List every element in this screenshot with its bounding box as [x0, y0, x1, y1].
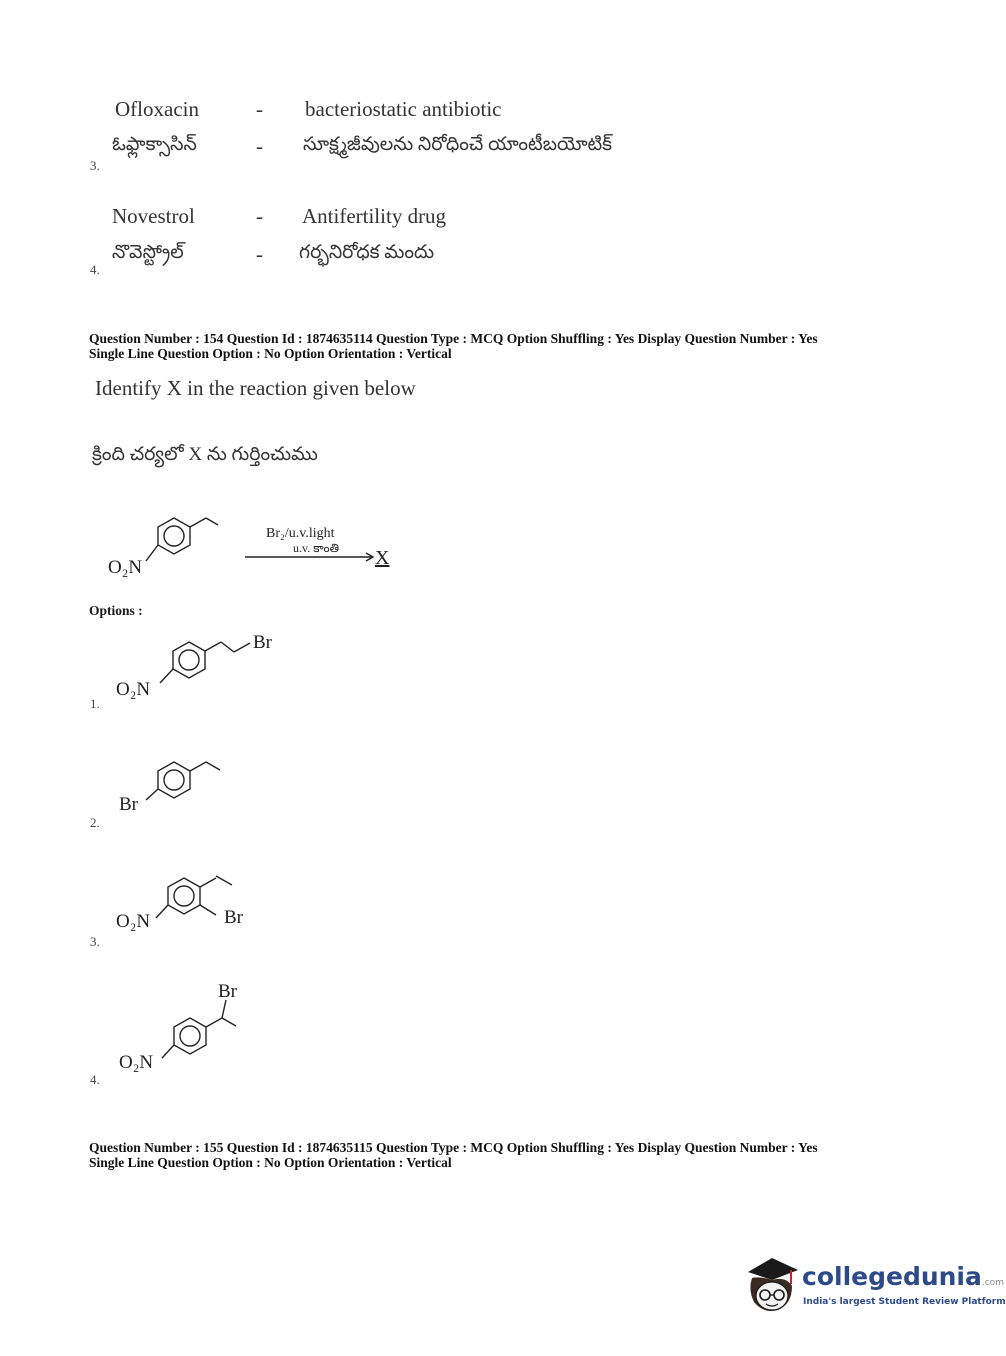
option-3-english-right: bacteriostatic antibiotic [305, 97, 502, 121]
option-4-top-group: Br [218, 981, 237, 1002]
q155-meta [89, 1140, 818, 1170]
option-3-number: 3. [90, 158, 100, 173]
q155-meta-line2: Single Line Question Option : No Option Orientation : Vertical [89, 1155, 452, 1170]
option-3-number: 3. [90, 934, 100, 949]
option-1-left-group: O₂N [116, 679, 151, 700]
q154-meta-line2: Single Line Question Option : No Option Orientation : Vertical [89, 346, 452, 361]
option-3-left-group: O₂N [116, 911, 151, 932]
option-4-english-right: Antifertility drug [302, 204, 447, 228]
option-4-telugu-left: నొవెస్ట్రోల్ [112, 242, 184, 263]
q154-meta-line1: Question Number : 154 Question Id : 1874635114 Question Type : MCQ Option Shuffling : Yes Display Question Number : Yes [89, 331, 818, 346]
logo-name: collegedunia [802, 1262, 982, 1291]
q154-text-english: Identify X in the reaction given below [95, 376, 416, 400]
option-3-dash: - [256, 97, 263, 121]
collegedunia-logo [742, 1250, 1006, 1320]
option-4-telugu-right: గర్భనిరోధక మందు [299, 242, 435, 263]
option-1-structure [110, 628, 290, 703]
option-4-english-left: Novestrol [112, 204, 195, 228]
product-x: X [375, 547, 390, 569]
option-4-dash: - [256, 204, 263, 228]
option-3-telugu-left: ఓఫ్లాక్సాసిన్ [112, 134, 197, 155]
reagent-bottom: u.v. కాంతి [293, 541, 339, 555]
option-4-structure [112, 978, 272, 1078]
option-3-right-group: Br [224, 907, 243, 928]
reagent-top: Br₂/u.v.light [266, 526, 335, 541]
reaction-scheme [100, 505, 410, 585]
option-4-number: 4. [90, 262, 100, 277]
reactant-substituent: O₂N [108, 557, 143, 578]
mascot-icon [742, 1250, 802, 1316]
option-4-dash-te: - [256, 242, 263, 266]
option-1-right-group: Br [253, 632, 272, 653]
q154-text-telugu: క్రింది చర్యలో X ను గుర్తించుము [92, 444, 318, 465]
option-2-left-group: Br [119, 794, 138, 815]
q155-meta-line1: Question Number : 155 Question Id : 1874635115 Question Type : MCQ Option Shuffling : Yes Display Question Number : Yes [89, 1140, 818, 1155]
option-1-number: 1. [90, 696, 100, 711]
logo-tagline: India's largest Student Review Platform [803, 1297, 1006, 1307]
option-2-number: 2. [90, 815, 100, 830]
option-4-left-group: O₂N [119, 1052, 154, 1073]
logo-suffix: .com [981, 1278, 1004, 1288]
q154-meta [89, 331, 818, 361]
option-3-telugu-right: సూక్ష్మజీవులను నిరోధించే యాంటీబయోటిక్ [303, 134, 613, 155]
option-3-english-left: Ofloxacin [115, 97, 199, 121]
option-3-structure [110, 870, 270, 942]
reactant-benzene-ring [158, 518, 190, 554]
option-3-dash-te: - [256, 134, 263, 158]
options-label: Options : [89, 603, 143, 618]
option-4-number: 4. [90, 1072, 100, 1087]
option-2-structure [110, 748, 250, 818]
